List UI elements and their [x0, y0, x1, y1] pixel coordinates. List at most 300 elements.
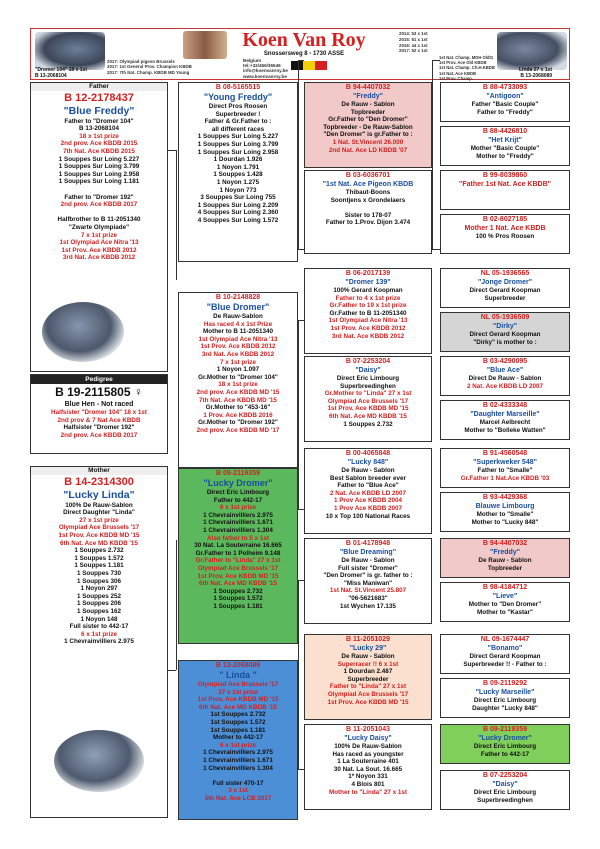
ring-number: B 94-4407032 [345, 84, 391, 91]
pedigree-line: 3rd Nat. Ace KBDB 2012 [331, 332, 405, 340]
pedigree-line: Mother to "Lucky 848" [471, 518, 539, 526]
pedigree-line: 1st Prov. Ace KBDB 2012 [200, 343, 276, 351]
grandparent-card-young-freddy[interactable] [178, 82, 298, 262]
mother-line: 6 x 1st prize [80, 630, 118, 638]
pedigree-line: Mother to B 11-2051340 [203, 328, 273, 336]
ggp-card-lucky-daisy[interactable] [304, 724, 432, 810]
ring-number: B 06-2017139 [345, 270, 391, 277]
pedigree-line: 4 Souppes Sur Loing 2.360 [197, 209, 279, 217]
pedigree-line: Olympiad Ace Brussels '17 [197, 681, 279, 688]
pedigree-line: 1 Dourdan 2.487 [343, 668, 393, 676]
pedigree-line: Direct Pros Roosen [208, 103, 268, 110]
mother-line: 1 Souppes 730 [76, 569, 122, 577]
connector [176, 540, 177, 670]
pedigree-line: Marcel Aelbrecht [479, 419, 531, 426]
pigeon-name: "Dirky" [492, 323, 518, 330]
father-label: Father [31, 83, 167, 91]
pedigree-line: Superbreedinghen [477, 796, 533, 804]
father-line: 7 x 1st prize [80, 231, 118, 239]
pedigree-line: 1 Noyon 1.097 [216, 366, 260, 374]
ring-number: B 10-2148828 [215, 294, 261, 301]
ring-number: NL 05-1936509 [480, 314, 530, 321]
pedigree-line: Mother to "Linda" 27 x 1st [328, 788, 408, 796]
pigeon-name: "Blue Dromer" [206, 302, 270, 312]
pedigree-line: De Rauw - Sablon [341, 467, 395, 474]
pedigree-line: 3rd Nat. Ace KBDB 2012 [201, 350, 275, 358]
pedigree-line: 1 Souppes 1.572 [213, 595, 263, 603]
pedigree-line: Has raced 4 x 1st Prize [203, 320, 273, 328]
pedigree-line: Gr.Mother to "Dromer 192" [198, 419, 278, 427]
pigeon-name: "Lucky Daisy" [344, 735, 392, 742]
pedigree-line: 100% Gerard Koopman [333, 287, 403, 294]
father-line: 7th Nat. Ace KBDB 2015 [63, 147, 135, 155]
pedigree-line: 1 Chevrainvilliers 1.304 [203, 764, 273, 772]
gggp-card[interactable] [440, 82, 570, 122]
pedigree-line: Direct Eric Limbourg [473, 743, 537, 750]
gggp-card[interactable] [440, 724, 570, 764]
pedigree-line: 1st Souppes 2.732 [210, 711, 266, 719]
pedigree-line: 1 Souppes Sur Loing 2.209 [197, 201, 279, 209]
header-left-pigeon-photo [35, 32, 105, 70]
father-line: 1 Souppes Sur Loing 2.958 [58, 170, 140, 178]
pedigree-line: Mother to "Smalle" [476, 511, 534, 518]
header-right-pigeon-photo [497, 32, 567, 70]
pedigree-line: 1st Olympiad Ace Nitra '13 [198, 335, 278, 343]
ring-number: NL 05-1936565 [480, 270, 530, 277]
ring-number: B 03-6036701 [345, 172, 391, 179]
ring-number: B 03-4290095 [482, 358, 528, 365]
father-line [31, 209, 167, 217]
pedigree-line: 1 Souppes Sur Loing 3.799 [197, 140, 279, 148]
subject-line: 2nd prov. Ace KBDB 2017 [60, 431, 138, 439]
pedigree-line: Superbreeder [484, 294, 526, 302]
pedigree-line: Direct De Rauw - Sablon [468, 375, 542, 382]
pedigree-line: Olympiad Ace Brussels '17 [197, 564, 279, 572]
pigeon-name: "Lucky Dromer" [478, 735, 532, 742]
mother-line: 1 Souppes 306 [76, 577, 122, 585]
ggp-card-freddy[interactable] [304, 82, 432, 168]
pedigree-line: 3 Souppes Sur Loing 755 [200, 194, 276, 202]
pedigree-line: Mother to "Kastar" [476, 608, 533, 616]
connector [168, 670, 176, 671]
pigeon-name: "Lieve" [492, 593, 518, 600]
mother-line: 100% De Rauw-Sablon [65, 501, 133, 509]
ring-number: B 91-4560548 [482, 450, 528, 457]
pedigree-line: 5th Nat. Ace LCB 2017 [204, 794, 272, 802]
ring-number: B 09-2119292 [483, 680, 527, 687]
pigeon-name: "Bonamo" [487, 645, 523, 652]
pedigree-line [305, 204, 431, 212]
pedigree-line: 100 % Pros Roosen [475, 233, 535, 240]
pedigree-line: Topbreeder [487, 564, 523, 572]
pedigree-line: Best Sablon breeder ever [330, 474, 406, 482]
pedigree-line: 1 Souppes Sur Loing 2.958 [197, 148, 279, 156]
pigeon-name: "1st Nat. Ace Pigeon KBDB [322, 181, 414, 188]
ggp-card-blue-dreaming[interactable] [304, 538, 432, 624]
pedigree-line: De Rauw - Sablon [341, 101, 395, 108]
pigeon-name: "Freddy" [353, 93, 383, 100]
subject-line: 2nd prov & 7 Nat Ace KBDB [57, 416, 141, 424]
pedigree-line: Sister to 178-07 [344, 211, 392, 219]
pedigree-line: 4 Souppes Sur Loing 1.572 [197, 216, 279, 224]
pedigree-line: 1 Noyon 1.791 [216, 163, 260, 171]
pedigree-line: Mother to 442-17 [212, 734, 264, 742]
gggp-card[interactable] [440, 678, 570, 718]
ring-number: B 08-5165515 [215, 84, 261, 91]
pigeon-name: "Daisy" [355, 367, 381, 374]
pedigree-line: 1st Prov. Ace KBDB MD '15 [197, 572, 279, 580]
subject-line: Halfsister "Dromer 192" [63, 424, 135, 432]
ring-number: B 02-4333348 [482, 402, 528, 409]
gggp-card[interactable] [440, 214, 570, 254]
connector [176, 150, 177, 280]
header-owner-photo [183, 31, 227, 59]
pedigree-line: 30 Nat. La Sout. 16.665 [333, 765, 403, 773]
ring-number: B 99-8039860 [482, 172, 528, 179]
gggp-card[interactable] [440, 126, 570, 166]
pedigree-line: 1 Prov. Ace KBDB 2016 [203, 411, 273, 419]
ggp-card-daisy[interactable] [304, 356, 432, 442]
pedigree-line: 1 Chevrainvilliers 2.975 [203, 749, 273, 757]
pedigree-line: 18 x 1st prize [218, 381, 258, 389]
ring-number: B 88-4426810 [482, 128, 528, 135]
pigeon-name: "Father 1st Nat. Ace KBDB" [459, 181, 551, 188]
ring-number: B 11-2051043 [346, 726, 390, 733]
pedigree-line: 1st Prov. Ace KBDB MD '15 [197, 696, 279, 704]
father-lines [31, 118, 167, 262]
pigeon-name: "Lucky 848" [347, 459, 389, 466]
father-line: 1st Prov. Ace KBDB 2012 [61, 246, 137, 254]
subject-card[interactable] [30, 374, 168, 454]
pigeon-name: "Lucky 29" [349, 645, 387, 652]
gggp-card[interactable] [440, 492, 570, 532]
pigeon-name: "Dromer 139" [345, 279, 391, 286]
header-right-caption: Linda 27 x 1st B 13-2068089 [519, 67, 553, 79]
pedigree-line: 1st Olympiad Ace Nitra '13 [328, 317, 408, 325]
mother-line: Full sister to 442-17 [69, 623, 129, 631]
pedigree-line: 1 Noyon 1.275 [216, 178, 260, 186]
pedigree-line: 1st Souppes 1.572 [210, 718, 266, 726]
pigeon-name: "Lucky Marseille" [475, 689, 535, 696]
ring-number: B 93-4429368 [482, 494, 528, 501]
father-ring: B 12-2178437 [64, 91, 134, 104]
pedigree-line: 27 x 1st prize [218, 688, 258, 696]
pedigree-line: 1 Souppes 2.732 [343, 420, 393, 428]
pedigree-line: "Miss Maniwan" [343, 579, 393, 587]
father-line: 18 x 1st prize [79, 132, 119, 140]
mother-line: 1 Noyon 297 [80, 585, 118, 593]
ring-number: B 09-2119359 [483, 726, 527, 733]
ring-number: B 09-2119359 [216, 470, 260, 477]
pedigree-line: 1st Prov. Ace KBDB 2012 [330, 324, 406, 332]
pedigree-line: Full sister "Dromer" [338, 564, 398, 572]
father-line: Halfbrother to B 11-2051340 [57, 216, 141, 224]
pedigree-line: 30 Nat. La Souterraine 16.665 [194, 542, 282, 550]
ring-number: B 01-4178948 [345, 540, 391, 547]
pedigree-line: Olympiad Ace Brussels '17 [327, 397, 409, 405]
pedigree-line: Direct Eric Limbourg [473, 789, 537, 796]
ggp-card-dromer-139[interactable] [304, 268, 432, 354]
pedigree-line: De Rauw - Sablon [341, 557, 395, 564]
pedigree-line: "Dirky" is mother to : [473, 338, 537, 346]
pedigree-line: Father to 442-17 [213, 496, 263, 504]
pedigree-line: "06-5621683" [348, 594, 388, 602]
ring-number: B 07-2253204 [345, 358, 391, 365]
pedigree-line: 1 Souppes 1.181 [213, 602, 263, 610]
pigeon-name: "Blue Dreaming" [339, 549, 397, 556]
mother-pigeon-photo [54, 730, 144, 792]
pedigree-line: Gr.Father to "Linda" 27 x 1st [195, 557, 281, 565]
mother-name: "Lucky Linda" [63, 488, 135, 501]
pedigree-line: Superbreedinghen [340, 382, 396, 390]
gggp-card[interactable] [440, 582, 570, 622]
father-line: 2nd prov. Ace KBDB 2017 [60, 201, 138, 209]
mother-line: 6th Nat. Ace MD KBDB '15 [60, 539, 138, 547]
pedigree-line: 1 Prov Ace KBDB 2004 [333, 497, 402, 505]
gggp-card[interactable] [440, 634, 570, 674]
father-line: 1 Souppes Sur Loing 1.181 [58, 178, 140, 186]
pedigree-line: 1 Chevrainvilliers 1.671 [203, 756, 273, 764]
pedigree-line: Mother to "Bolleke Watten" [464, 426, 546, 434]
pedigree-line: 7 x 1st prize [219, 358, 257, 366]
pedigree-line: Superbreeder ! [215, 110, 261, 118]
pigeon-name: "Antigoon" [486, 93, 524, 100]
pedigree-line: 1* Noyon 331 [348, 773, 388, 781]
pigeon-name: "Superkweker 548" [473, 459, 537, 466]
pigeon-name: Mother 1 Nat. Ace KBDB [464, 225, 546, 232]
father-line [31, 186, 167, 194]
pedigree-line [179, 772, 297, 780]
mother-line: Olympiad Ace Brussels '17 [58, 524, 140, 532]
ring-number: NL 09-1674447 [480, 636, 530, 643]
subject-line: Halfsister "Dromer 104" 18 x 1st [51, 409, 147, 416]
pedigree-line: Direct Eric Limbourg [336, 375, 400, 382]
pedigree-line: Direct Eric Limbourg [473, 697, 537, 704]
father-line: 1 Souppes Sur Loing 5.227 [58, 155, 140, 163]
father-line: "Zwarte Olympiade" [68, 223, 130, 231]
pedigree-line: Father & Gr.Father to : [204, 118, 272, 126]
subject-ring: B 19-2115805 ♀ [55, 385, 143, 399]
mother-line: 1 Souppes 1.181 [74, 562, 124, 570]
mother-line: 1 Souppes 2.732 [74, 547, 124, 555]
header-contact: Belgium tel:+32/456/36546 info@koenvanroy.be www.koenvanroy.be [243, 58, 288, 79]
subject-desc: Blue Hen - Not raced [64, 401, 134, 408]
father-line: B 13-2068104 [79, 125, 119, 133]
pedigree-line: 6th Nat. Ace MD KBDB '15 [199, 703, 277, 711]
father-line: 3rd Nat. Ace KBDB 2012 [62, 254, 136, 262]
pedigree-line: De Rauw - Sablon [341, 653, 395, 660]
pedigree-line: Topbreeder - De Rauw-Sablon [323, 123, 413, 131]
pedigree-line: Superbreeder !! - Father to : [463, 660, 547, 668]
pedigree-line: Gr.Father 1 Nat.Ace KBDB '03 [460, 474, 550, 482]
pedigree-line: Direct Gerard Koopman [469, 331, 541, 338]
father-line: 1 Souppes Sur Loing 3.799 [58, 163, 140, 171]
pedigree-line: 2 Nat. Ace KBDB LD 2007 [466, 382, 544, 390]
connector [432, 60, 440, 250]
pedigree-line: 1 Souppes 2.732 [213, 587, 263, 595]
pedigree-line: 1 La Souterraine 401 [337, 758, 399, 766]
header-address: Snossersweg 8 - 1730 ASSE [263, 51, 345, 57]
pedigree-line: Father to "Freddy" [477, 108, 533, 116]
father-line: Father to "Dromer 104" [64, 117, 134, 125]
pedigree-line: 1 Nat. St.Vincent 26.000 [332, 138, 404, 146]
mother-line: 1 Noyon 148 [80, 615, 118, 623]
pigeon-name: "Het Krijt" [488, 137, 522, 144]
pigeon-name: "Blue Ace" [486, 367, 524, 374]
pedigree-line: Direct Gerard Koopman [469, 653, 541, 660]
pedigree-line: 1 Chevrainvilliers 1.671 [203, 519, 273, 527]
pigeon-name: "Daughter Marseille" [470, 411, 540, 418]
brand-title: Koen Van Roy [242, 29, 366, 51]
grandparent-card-lucky-dromer[interactable] [178, 468, 298, 644]
header-right-notes-2: 1st Nat. Champ. MDH Oldt1 1st Prov. Ace Old KBDB 1st Nat. Champ. Ch.H.KBDB 1st Nat. Ace KBDB 1st Prov. Champ. [439, 55, 495, 81]
pedigree-line: 1 Chevrainvilliers 1.304 [203, 526, 273, 534]
gggp-card[interactable] [440, 170, 570, 210]
father-pigeon-photo [42, 302, 124, 362]
gggp-card[interactable] [440, 312, 570, 352]
father-line: 1st Olympiad Ace Nitra '13 [59, 239, 139, 247]
pedigree-line: Gr.Father to 1 Polheim 9.148 [195, 549, 281, 557]
pedigree-line: Direct Eric Limbourg [206, 489, 270, 496]
pedigree-line: De Rauw - Sablon [478, 557, 532, 564]
pedigree-line: Topbreeder [350, 108, 386, 116]
gggp-card[interactable] [440, 356, 570, 396]
gggp-card[interactable] [440, 770, 570, 810]
belgian-flag [291, 61, 327, 70]
pedigree-line: 10 x Top 100 National Races [325, 512, 411, 520]
pigeon-name: "Daisy" [492, 781, 518, 788]
pigeon-name: " Linda " [219, 670, 257, 680]
ring-number: B 00-4065848 [345, 450, 391, 457]
pedigree-line: Father to 4 x 1st prize [335, 294, 401, 302]
pedigree-line: 6th Nat. Ace MD KBDB '15 [329, 412, 407, 420]
pedigree-line: 1st Prov. Ace KBDB MD '15 [327, 405, 409, 413]
pedigree-line: De Rauw-Sablon [213, 313, 263, 320]
pedigree-line: Gr.Mother to "453-16" [205, 404, 271, 412]
mother-line: 1 Chevrainvilliers 2.975 [64, 638, 134, 646]
pedigree-line: Gr.Father to 19 x 1st prize [329, 302, 407, 310]
pedigree-line: Father to "Smalle" [477, 467, 533, 474]
ring-number: B 07-2253204 [482, 772, 528, 779]
pedigree-line: 1 Dourdan 1.926 [213, 156, 263, 164]
ggp-card-lucky-29[interactable] [304, 634, 432, 720]
pedigree-line: 1st Nat. St.Vincent 25.807 [329, 587, 407, 595]
grandparent-card-linda[interactable] [178, 660, 298, 820]
pedigree-line: 1 Noyon 773 [219, 186, 257, 194]
pedigree-line: 2nd prov. Ace KBDB MD '17 [196, 426, 280, 434]
father-line: 2nd prov. Ace KBDB 2015 [60, 140, 138, 148]
pigeon-name: "Freddy" [490, 549, 520, 556]
pedigree-line: 1 Chevrainvilliers 2.975 [203, 511, 273, 519]
header-right-notes: 2014: 53 x 1st 2015: 51 x 1st 2016: 44 x 1st 2017: 52 x 1st [399, 31, 428, 54]
ggp-card-ace-pigeon[interactable] [304, 170, 432, 254]
pedigree-line: Direct Gerard Koopman [469, 287, 541, 294]
pedigree-line: 6 x 1st prize [219, 741, 257, 749]
pedigree-line: 7th Nat. Ace KBDB MD '15 [199, 396, 277, 404]
pedigree-line: Full sister 470-17 [212, 779, 264, 787]
pedigree-line: all different races [211, 125, 265, 133]
ring-number: B 88-4733093 [482, 84, 528, 91]
pedigree-line: Soontjens x Grondelaers [330, 196, 406, 204]
pedigree-line: Superracer !! 6 x 1st [337, 660, 399, 668]
ggp-card-lucky-848[interactable] [304, 448, 432, 534]
pigeon-name: "Lucky Dromer" [203, 478, 273, 488]
mother-line: Direct Daughter "Linda" [63, 509, 135, 517]
pedigree-line: Gr.Mother to "Linda" 27 x 1st [324, 390, 412, 398]
pigeon-name: "Young Freddy" [203, 92, 273, 102]
mother-lines [31, 502, 167, 646]
pedigree-line: Olympiad Ace Brussels '17 [327, 690, 409, 698]
pedigree-line: 6 x 1st prize [219, 504, 257, 512]
mother-label: Mother [31, 467, 167, 475]
pedigree-line: Father to "Linda" 27 x 1st [329, 683, 407, 691]
pedigree-line: Gr.Father to B 11-2051340 [329, 309, 407, 317]
pedigree-line: 1 Souppes 1.428 [213, 171, 263, 179]
pedigree-line: Mother to "Den Dromer" [468, 601, 542, 608]
gggp-card[interactable] [440, 268, 570, 308]
pedigree-line: 2 Nat. Ace KBDB LD 2007 [329, 489, 407, 497]
mother-ring: B 14-2314300 [64, 475, 134, 488]
pigeon-name: Blauwe Limbourg [475, 503, 535, 510]
mother-line: 1st Prov. Ace KBDB MD '15 [58, 531, 140, 539]
pedigree-line: Gr.Mother to "Dromer 104" [198, 373, 278, 381]
pedigree-line: 2nd prov. Ace KBDB MD '15 [196, 388, 280, 396]
pigeon-name: "Jonge Dromer" [477, 279, 533, 286]
mother-line: 27 x 1st prize [79, 516, 119, 524]
mother-line: 1 Souppes 252 [76, 592, 122, 600]
pedigree-line: "Den Dromer" is gr.Father to : [323, 131, 413, 139]
mother-line: 1 Souppes 206 [76, 600, 122, 608]
gggp-card[interactable] [440, 400, 570, 440]
pedigree-line: 4 Blois 801 [351, 780, 385, 788]
pedigree-line: Thibaut-Boons [345, 189, 391, 196]
pedigree-line: 2nd Nat. Ace LD KBDB '07 [328, 146, 408, 154]
gggp-card[interactable] [440, 448, 570, 488]
pedigree-line: Mother "Basic Couple" [470, 145, 540, 152]
pedigree-line: Father "Basic Couple" [471, 101, 539, 108]
ring-number: B 02-8027185 [482, 216, 528, 223]
father-line: Father to "Dromer 192" [64, 193, 134, 201]
mother-line: 1 Souppes 162 [76, 607, 122, 615]
pedigree-line: 1st Prov. Ace KBDB MD '15 [327, 698, 409, 706]
father-name: "Blue Freddy" [63, 104, 135, 117]
pedigree-line: 1st Wychen 17.135 [340, 602, 396, 610]
pedigree-line: Gr.Father to "Den Dromer" [328, 116, 408, 124]
pedigree-line: 1 Prov Ace KBDB 2007 [333, 504, 402, 512]
pedigree-line: Also father to 5 x 1st [207, 534, 269, 542]
grandparent-card-blue-dromer[interactable] [178, 292, 298, 468]
ring-number: B 13-2068089 [215, 662, 261, 669]
pedigree-line: Father to "Blue Ace" [337, 482, 399, 490]
pedigree-line: Father to 1.Prov. Dijon 3.474 [325, 219, 411, 227]
pedigree-line: Superbreeder [347, 675, 389, 683]
ring-number: B 94-4407032 [482, 540, 528, 547]
ring-number: B 11-2051029 [346, 636, 390, 643]
pedigree-line: Father to 442-17 [480, 750, 530, 758]
pedigree-line: Daughter "Lucky 848" [472, 704, 538, 712]
gggp-card[interactable] [440, 538, 570, 578]
pedigree-line: 6th Nat. Ace MD KBDB '15 [199, 580, 277, 588]
pedigree-line: 3 x 1st [228, 787, 248, 795]
pedigree-line: 1st Souppes 1.181 [210, 726, 266, 734]
pedigree-line: "Den Dromer" is gr. father to : [323, 572, 413, 580]
header-left-caption: "Dromer 104" 18 x 1st B 13-2068104 [35, 67, 87, 79]
pedigree-line: 1 Souppes Sur Loing 5.227 [197, 133, 279, 141]
pedigree-line: Has raced as youngster [332, 750, 404, 758]
header-left-notes: 2017: Olympiad pigeon Brussels 2017: 1st General Prov. Champion KBDB 2017: 7th Nat. Champ. KBDB MD Young [107, 59, 192, 75]
pedigree-line: Mother to "Freddy" [476, 152, 534, 160]
connector [168, 150, 176, 151]
